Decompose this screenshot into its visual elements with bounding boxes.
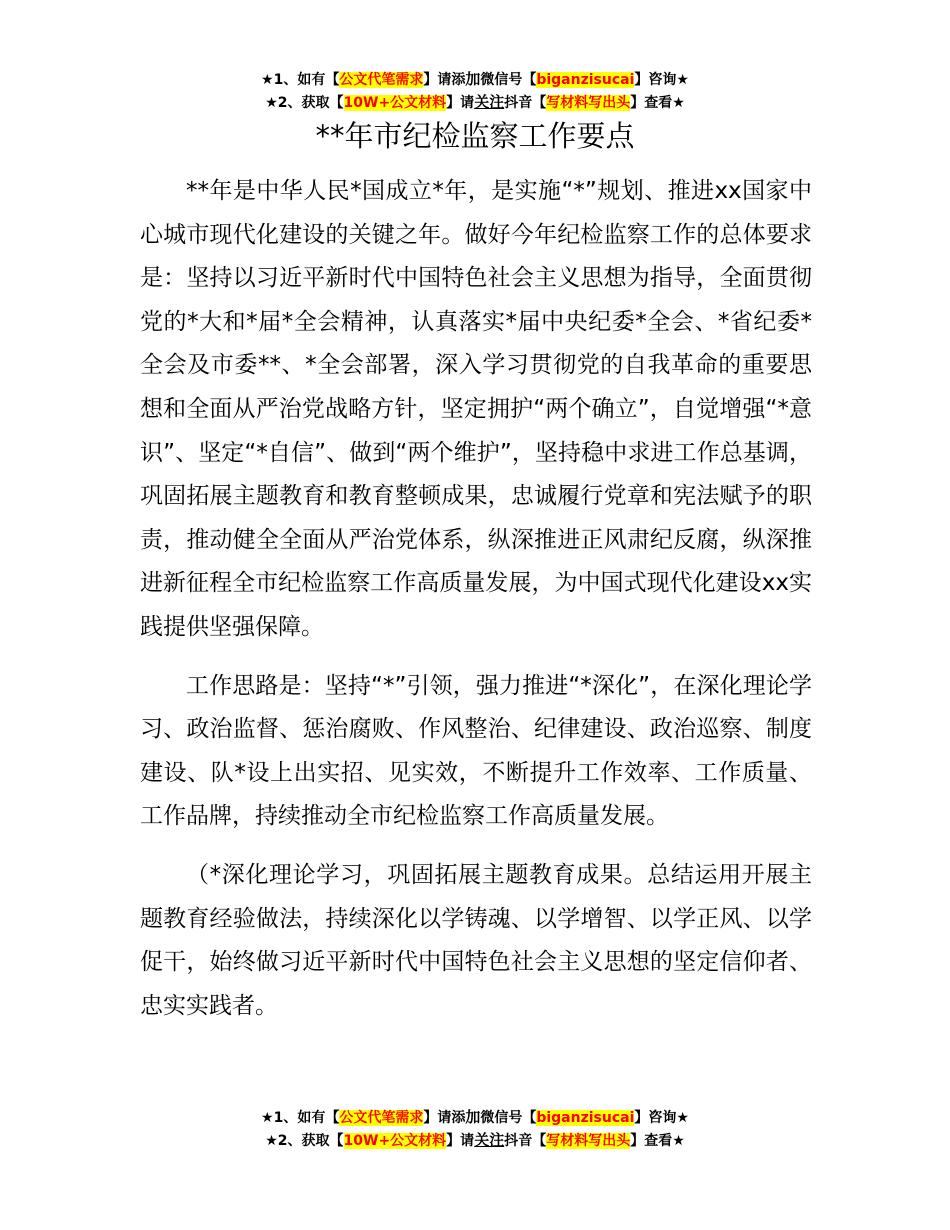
document-body xyxy=(140,170,812,1028)
promo-footer xyxy=(0,1106,950,1152)
promo-text: ★2、获取【 xyxy=(265,1133,344,1149)
promo-text: 关注 xyxy=(474,93,505,111)
promo-text: 抖音【 xyxy=(504,95,547,111)
promo-text: 微信号【 xyxy=(480,72,537,88)
promo-text: 加 xyxy=(465,70,481,88)
promo-text: 微信号【 xyxy=(480,1110,537,1126)
promo-line-1 xyxy=(0,1106,950,1129)
promo-text: ★2、获取【 xyxy=(265,95,344,111)
highlight-materials: 10W+公文材料 xyxy=(343,1133,447,1149)
highlight-douyin: 写材料写出头 xyxy=(546,1133,631,1149)
promo-text: 】查看★ xyxy=(630,1133,685,1149)
promo-text: 加 xyxy=(465,1108,481,1126)
promo-text: 】请 xyxy=(446,1133,475,1149)
promo-line-1 xyxy=(0,68,950,91)
highlight-wechat-id: biganzisucai xyxy=(536,1110,635,1126)
promo-text: 】请 xyxy=(446,95,475,111)
highlight-service: 公文代笔需求 xyxy=(339,72,424,88)
promo-text: 】请添 xyxy=(423,72,466,88)
promo-text: 】咨询★ xyxy=(634,72,689,88)
highlight-service: 公文代笔需求 xyxy=(339,1110,424,1126)
paragraph: **年是中华人民*国成立*年，是实施“*”规划、推进xx国家中心城市现代化建设的关键之年。做好今年纪检监察工作的总体要求是：坚持以习近平新时代中国特色社会主义思想为指导，全面贯彻党的*大和*届*全会精神，认真落实*届中央纪委*全会、*省纪委*全会及市委**、*全会部署，深入学习贯彻党的自我革命的重要思想和全面从严治党战略方针，坚定拥护“两个确立”，自觉增强“*意识”、坚定“*自信”、做到“两个维护”，坚持稳中求进工作总基调，巩固拓展主题教育和教育整顿成果，忠诚履行党章和宪法赋予的职责，推动健全全面从严治党体系，纵深推进正风肃纪反腐，纵深推进新征程全市纪检监察工作高质量发展，为中国式现代化建设xx实践提供坚强保障。 xyxy=(140,178,812,640)
promo-text: ★1、如有【 xyxy=(261,1110,340,1126)
promo-text: 关注 xyxy=(474,1131,505,1149)
highlight-materials: 10W+公文材料 xyxy=(343,95,447,111)
promo-text: 抖音【 xyxy=(504,1133,547,1149)
promo-text: 】查看★ xyxy=(630,95,685,111)
promo-text: ★1、如有【 xyxy=(261,72,340,88)
promo-header xyxy=(0,68,950,114)
paragraph: （*深化理论学习，巩固拓展主题教育成果。总结运用开展主题教育经验做法，持续深化以学铸魂、以学增智、以学正风、以学促干，始终做习近平新时代中国特色社会主义思想的坚定信仰者、忠实实践者。 xyxy=(140,861,812,1019)
highlight-wechat-id: biganzisucai xyxy=(536,72,635,88)
promo-line-2 xyxy=(0,91,950,114)
document-title: **年市纪检监察工作要点 xyxy=(315,119,635,153)
paragraph: 工作思路是：坚持“*”引领，强力推进“*深化”，在深化理论学习、政治监督、惩治腐败、作风整治、纪律建设、政治巡察、制度建设、队*设上出实招、见实效，不断提升工作效率、工作质量、工作品牌，持续推动全市纪检监察工作高质量发展。 xyxy=(140,672,812,830)
promo-line-2 xyxy=(0,1129,950,1152)
promo-text: 】咨询★ xyxy=(634,1110,689,1126)
promo-text: 】请添 xyxy=(423,1110,466,1126)
highlight-douyin: 写材料写出头 xyxy=(546,95,631,111)
